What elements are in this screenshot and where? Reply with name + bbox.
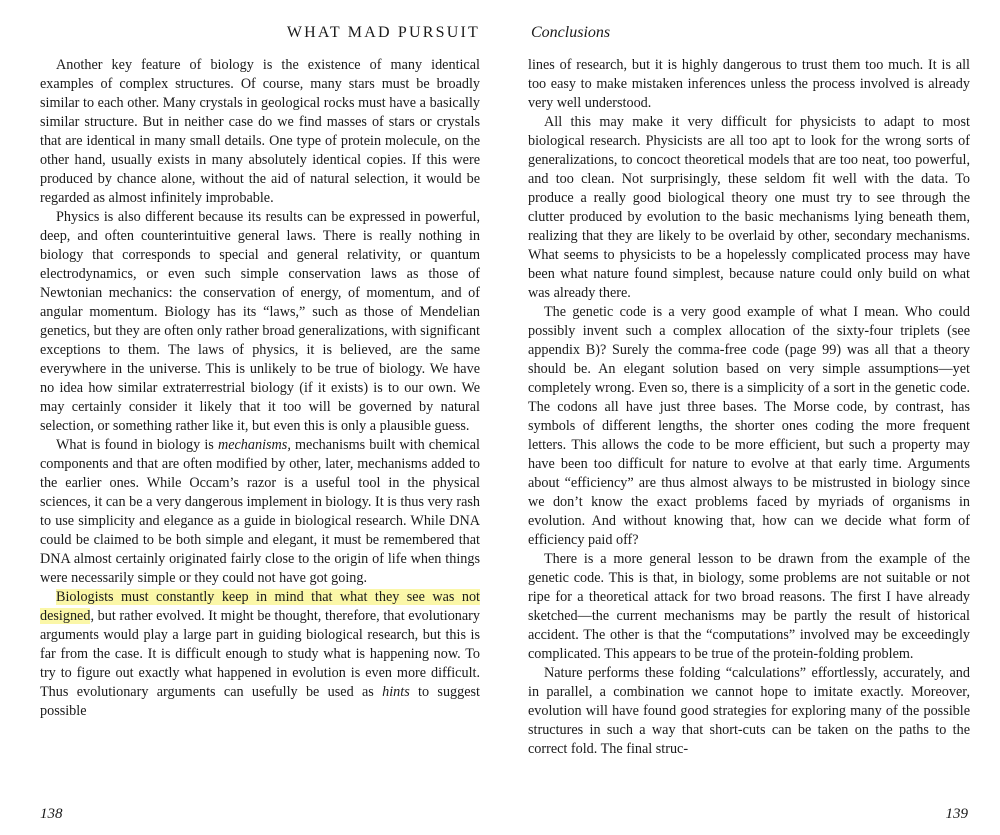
- paragraph: All this may make it very difficult for physicists to adapt to most biological research. Physicists are all too apt to look for the wrong sorts of generalizations, to concoct theoretical models that are too neat, too powerful, and too clean. Not surprisingly, these seldom fit well with the data. To produce a really good biological theory one must try to see through the clutter produced by evolution to the basic mechanisms lying beneath them, realizing that they are likely to be overlaid by other, secondary mechanisms. What seems to physicists to be a hopelessly complicated process may have been what nature found simplest, because nature could only build on what was already there.: [528, 114, 970, 301]
- page-number-right: 139: [945, 806, 968, 822]
- paragraph: There is a more general lesson to be drawn from the example of the genetic code. This is that, in biology, some problems are not suitable or not ripe for a theoretical attack for two broad reasons. The first I have already sketched—the current mechanisms may be partly the result of historical accident. The other is that the “computations” involved may be exceedingly complicated. This appears to be true of the protein-folding problem.: [528, 551, 970, 662]
- paragraph: Physics is also different because its results can be expressed in powerful, deep, and often counterintuitive general laws. There is really nothing in biology that corresponds to special and general relativity, or quantum electrodynamics, or even such simple conservation laws as those of Newtonian mechanics: the conservation of energy, of momentum, and of angular momentum. Biology has its “laws,” such as those of Mendelian genetics, but they are often only rather broad generalizations, with significant exceptions to them. The laws of physics, it is believed, are the same everywhere in the universe. This is unlikely to be true of biology. We have no idea how similar extraterrestrial biology (if it exists) is to our own. We may certainly consider it likely that it too will be governed by natural selection, or something rather like it, but even this is only a plausible guess.: [40, 209, 480, 434]
- right-page-body: [528, 56, 970, 759]
- text-run: , but rather evolved. It might be thought, therefore, that evolutionary arguments would play a large part in guiding biological research, but this is far from the case. It is difficult enough to study what is happening now. To try to figure out exactly what happened in evolution is even more difficult. Thus evolutionary arguments can usefully be used as: [40, 608, 480, 700]
- running-head-left: WHAT MAD PURSUIT: [286, 24, 480, 41]
- paragraph: lines of research, but it is highly dangerous to trust them too much. It is all too easy to make mistaken inferences unless the process involved is already very well understood.: [528, 57, 970, 111]
- page-number-left: 138: [40, 806, 63, 822]
- left-page-body: [40, 56, 480, 721]
- paragraph: [40, 436, 480, 588]
- paragraph: Nature performs these folding “calculations” effortlessly, accurately, and in parallel, a combination we cannot hope to imitate exactly. Moreover, evolution will have found good strategies for exploring many of the possible structures in such a way that short-cuts can be taken on the paths to the correct fold. The final struc-: [528, 665, 970, 757]
- paragraph: Another key feature of biology is the existence of many identical examples of complex structures. Of course, many stars must be broadly similar to each other. Many crystals in geological rocks must have a basically similar structure. But in neither case do we find masses of stars or crystals that are identical in many small details. One type of protein molecule, on the other hand, usually exists in many absolutely identical copies. If this were produced by chance alone, without the aid of natural selection, it would be regarded as almost infinitely improbable.: [40, 57, 480, 206]
- right-page: [528, 0, 970, 835]
- emphasis-mechanisms: mechanisms,: [217, 437, 291, 453]
- paragraph: [40, 588, 480, 721]
- highlighted-passage[interactable]: Biologists must constantly keep in mind that what they see was not designed: [40, 589, 480, 624]
- text-run: What is found in biology is: [56, 437, 218, 453]
- text-run: mechanisms built with chemical components and that are often modified by other, later, mechanisms added to the earlier ones. While Occam’s razor is a useful tool in the physical sciences, it can be a very dangerous implement in biology. It is thus very rash to use simplicity and elegance as a guide in biological research. While DNA could be claimed to be both simple and elegant, it must be remembered that DNA almost certainly originated fairly close to the origin of life when things were necessarily simple or they could not have got going.: [40, 437, 480, 586]
- emphasis-hints: hints: [382, 684, 410, 700]
- left-page: [40, 0, 480, 835]
- paragraph: The genetic code is a very good example of what I mean. Who could possibly invent such a complex allocation of the sixty-four triplets (see appendix B)? Surely the comma-free code (page 99) was all that a theory should be. An elegant solution based on very simple assumptions—yet completely wrong. Even so, there is a simplicity of a sort in the genetic code. The codons all have just three bases. The Morse code, by contrast, has symbols of different lengths, the shorter ones coding the more frequent letters. This allows the code to be more efficient, but such a property may have been too difficult for nature to evolve at that early time. Arguments about “efficiency” are thus almost always to be mistrusted in biology since we don’t know the exact problems faced by myriads of organisms in evolution. And without knowing that, how can we decide what form of efficiency paid off?: [528, 304, 970, 548]
- text-run: to suggest possible: [40, 684, 480, 719]
- running-head-right: Conclusions: [531, 24, 611, 41]
